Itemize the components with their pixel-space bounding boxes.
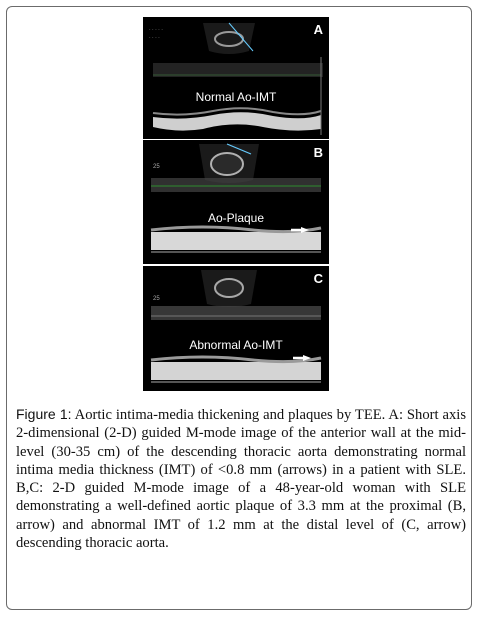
caption-label: Figure 1: xyxy=(16,406,72,422)
svg-text:· · · · ·: · · · · · xyxy=(149,27,163,33)
echo-panel-b xyxy=(143,140,329,264)
panel-label-a: Normal Ao-IMT xyxy=(195,90,277,104)
panel-label-b: Ao-Plaque xyxy=(207,211,265,225)
echo-panel-c xyxy=(143,266,329,391)
panel-label-c: Abnormal Ao-IMT xyxy=(189,338,283,352)
panel-letter-b: B xyxy=(313,145,323,160)
svg-text:· · · ·: · · · · xyxy=(149,35,160,41)
mmode-image-c xyxy=(143,266,329,391)
mmode-image-b xyxy=(143,140,329,264)
panel-letter-a: A xyxy=(313,22,323,37)
caption-text: Aortic intima-media thickening and plaques by TEE. A: Short axis 2-dimensional (2-D) guided M-mode image of the anterior wall at the mid-level (30-35 cm) of the descending thoracic aorta demonstrating normal intima media thickness (IMT) of <0.8 mm (arrows) in a patient with SLE. B,C: 2-D guided M-mode image of a 48-year-old woman with SLE demonstrating a well-defined aortic plaque of 3.3 mm at the proximal (B, arrow) and abnormal IMT of 1.2 mm at the distal level of (C, arrow) descending thoracic aorta. xyxy=(16,407,466,552)
figure-caption xyxy=(16,405,466,552)
panel-letter-c: C xyxy=(313,271,323,286)
svg-text:25: 25 xyxy=(153,296,160,302)
mmode-image-a xyxy=(143,17,329,139)
echo-panel-a xyxy=(143,17,329,139)
svg-text:25: 25 xyxy=(153,164,160,170)
